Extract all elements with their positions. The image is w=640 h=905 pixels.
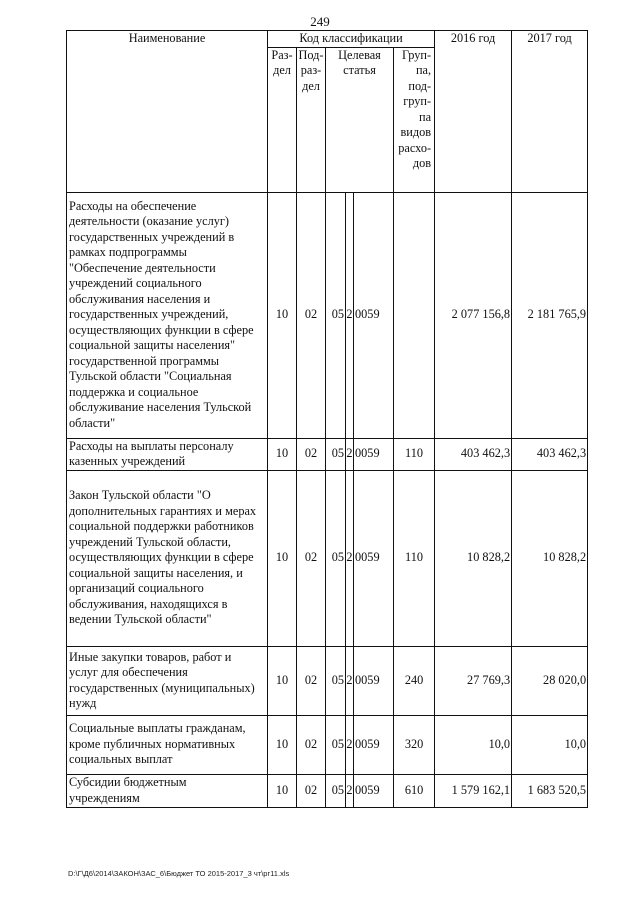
header-subsection-line: Под- xyxy=(298,47,324,62)
header-section-line: Раз- xyxy=(271,47,293,62)
row-name-line: социальной поддержки работников xyxy=(69,519,254,534)
row-target-article-subprogram: 2 xyxy=(346,470,354,646)
row-name-line: деятельности (оказание услуг) xyxy=(69,214,229,229)
row-name-line: Субсидии бюджетным xyxy=(69,775,187,789)
header-subsection-line: дел xyxy=(302,78,320,93)
row-target-article-code: 0059 xyxy=(354,646,394,715)
row-name-line: учреждениям xyxy=(69,790,140,805)
row-section: 10 xyxy=(268,438,297,470)
row-amount-2017: 10 828,2 xyxy=(512,470,588,646)
table-row xyxy=(67,715,588,774)
row-name-line: дополнительных гарантиях и мерах xyxy=(69,503,257,518)
row-amount-2016: 1 579 162,1 xyxy=(435,774,512,807)
row-amount-2017: 1 683 520,5 xyxy=(512,774,588,807)
row-amount-2016: 27 769,3 xyxy=(435,646,512,715)
row-target-article-program: 05 xyxy=(326,774,346,807)
table-row xyxy=(67,192,588,438)
budget-table xyxy=(66,30,588,808)
row-amount-2016: 403 462,3 xyxy=(435,438,512,470)
row-name xyxy=(67,715,268,774)
row-name-line: кроме публичных нормативных xyxy=(69,736,236,751)
row-name-line: рамках подпрограммы xyxy=(69,245,187,260)
header-group-line: груп- xyxy=(403,94,432,108)
header-section xyxy=(268,47,297,192)
row-name-line: организаций социального xyxy=(69,581,204,596)
row-name-line: осуществляющих функции в сфере xyxy=(69,322,254,337)
row-target-article-program: 05 xyxy=(326,715,346,774)
row-expense-group: 320 xyxy=(394,715,435,774)
row-subsection: 02 xyxy=(297,438,326,470)
row-expense-group: 610 xyxy=(394,774,435,807)
row-name xyxy=(67,646,268,715)
row-name-line: Тульской области "Социальная xyxy=(69,369,232,384)
row-target-article-program: 05 xyxy=(326,470,346,646)
header-target-article-line: Целевая xyxy=(338,47,381,62)
row-name-line: обслуживание населения Тульской xyxy=(69,400,252,415)
row-amount-2017: 10,0 xyxy=(512,715,588,774)
row-name-line: обслуживания, находящихся в xyxy=(69,596,228,611)
row-amount-2016: 10,0 xyxy=(435,715,512,774)
row-name-line: казенных учреждений xyxy=(69,454,186,468)
row-amount-2016: 2 077 156,8 xyxy=(435,192,512,438)
row-name-line: "Обеспечение деятельности xyxy=(69,260,216,275)
row-name-line: учреждений социального xyxy=(69,276,202,291)
table-row xyxy=(67,470,588,646)
row-name-line: Социальные выплаты гражданам, xyxy=(69,721,246,736)
row-name-line: государственных учреждений, xyxy=(69,307,229,322)
row-name-line: социальной защиты населения, и xyxy=(69,565,243,580)
row-name-line: услуг для обеспечения xyxy=(69,665,188,679)
row-section: 10 xyxy=(268,715,297,774)
row-subsection: 02 xyxy=(297,774,326,807)
row-amount-2017: 2 181 765,9 xyxy=(512,192,588,438)
row-amount-2016: 10 828,2 xyxy=(435,470,512,646)
header-section-line: дел xyxy=(273,63,291,77)
header-group-line: расхо- xyxy=(398,140,432,155)
row-name-line: учреждений Тульской области, xyxy=(69,534,232,549)
row-name-line: обслуживания населения и xyxy=(69,291,211,306)
row-amount-2017: 403 462,3 xyxy=(512,438,588,470)
row-target-article-subprogram: 2 xyxy=(346,774,354,807)
header-row-top xyxy=(67,31,588,48)
header-subsection-line: раз- xyxy=(300,63,322,77)
table-row xyxy=(67,438,588,470)
header-group-line: под- xyxy=(408,78,432,93)
table-row xyxy=(67,646,588,715)
row-target-article-code: 0059 xyxy=(354,192,394,438)
row-subsection: 02 xyxy=(297,715,326,774)
row-name xyxy=(67,470,268,646)
row-target-article-code: 0059 xyxy=(354,470,394,646)
row-target-article-subprogram: 2 xyxy=(346,715,354,774)
row-name xyxy=(67,774,268,807)
row-name-line: Расходы на выплаты персоналу xyxy=(69,438,234,453)
row-target-article-subprogram: 2 xyxy=(346,646,354,715)
header-subsection xyxy=(297,47,326,192)
row-target-article-program: 05 xyxy=(326,438,346,470)
row-name-line: поддержка и социальное xyxy=(69,384,199,399)
row-subsection: 02 xyxy=(297,192,326,438)
header-name: Наименование xyxy=(67,31,268,193)
row-name-line: социальных выплат xyxy=(69,752,173,767)
row-target-article-code: 0059 xyxy=(354,438,394,470)
row-name xyxy=(67,192,268,438)
row-name-line: государственных (муниципальных) xyxy=(69,680,255,695)
row-name xyxy=(67,438,268,470)
header-year-2016: 2016 год xyxy=(435,31,512,193)
table-row xyxy=(67,774,588,807)
row-name-line: социальной защиты населения" xyxy=(69,338,236,353)
row-section: 10 xyxy=(268,192,297,438)
row-name-line: ведении Тульской области" xyxy=(69,612,212,627)
row-expense-group: 110 xyxy=(394,438,435,470)
header-classification: Код классификации xyxy=(268,31,435,48)
header-target-article xyxy=(326,47,394,192)
row-name-line: осуществляющих функции в сфере xyxy=(69,550,254,565)
header-group-line: па, xyxy=(415,63,432,77)
row-expense-group xyxy=(394,192,435,438)
row-section: 10 xyxy=(268,470,297,646)
row-name-line: нужд xyxy=(69,696,97,710)
row-amount-2017: 28 020,0 xyxy=(512,646,588,715)
page-number: 249 xyxy=(310,14,330,29)
row-name-line: государственной программы xyxy=(69,353,220,368)
row-target-article-code: 0059 xyxy=(354,715,394,774)
row-name-line: Расходы на обеспечение xyxy=(69,198,197,213)
row-target-article-program: 05 xyxy=(326,646,346,715)
row-expense-group: 110 xyxy=(394,470,435,646)
row-target-article-subprogram: 2 xyxy=(346,438,354,470)
header-year-2017: 2017 год xyxy=(512,31,588,193)
row-name-line: области" xyxy=(69,415,116,430)
header-group-line: дов xyxy=(412,156,432,170)
row-subsection: 02 xyxy=(297,646,326,715)
header-group-line: видов xyxy=(400,125,432,139)
row-name-line: государственных учреждений в xyxy=(69,229,235,244)
row-subsection: 02 xyxy=(297,470,326,646)
row-section: 10 xyxy=(268,774,297,807)
row-target-article-program: 05 xyxy=(326,192,346,438)
row-section: 10 xyxy=(268,646,297,715)
row-name-line: Закон Тульской области "О xyxy=(69,488,211,503)
header-expense-group xyxy=(394,47,435,192)
row-target-article-code: 0059 xyxy=(354,774,394,807)
file-path-footer: D:\Г\Д6\2014\ЗАКОН\ЗАС_6\Бюджет ТО 2015-2017_3 чт\рг11.xls xyxy=(68,869,290,878)
header-target-article-line: статья xyxy=(343,63,376,77)
row-name-line: Иные закупки товаров, работ и xyxy=(69,649,232,664)
row-target-article-subprogram: 2 xyxy=(346,192,354,438)
header-group-line: Груп- xyxy=(401,47,432,62)
header-group-line: па xyxy=(419,109,432,124)
row-expense-group: 240 xyxy=(394,646,435,715)
